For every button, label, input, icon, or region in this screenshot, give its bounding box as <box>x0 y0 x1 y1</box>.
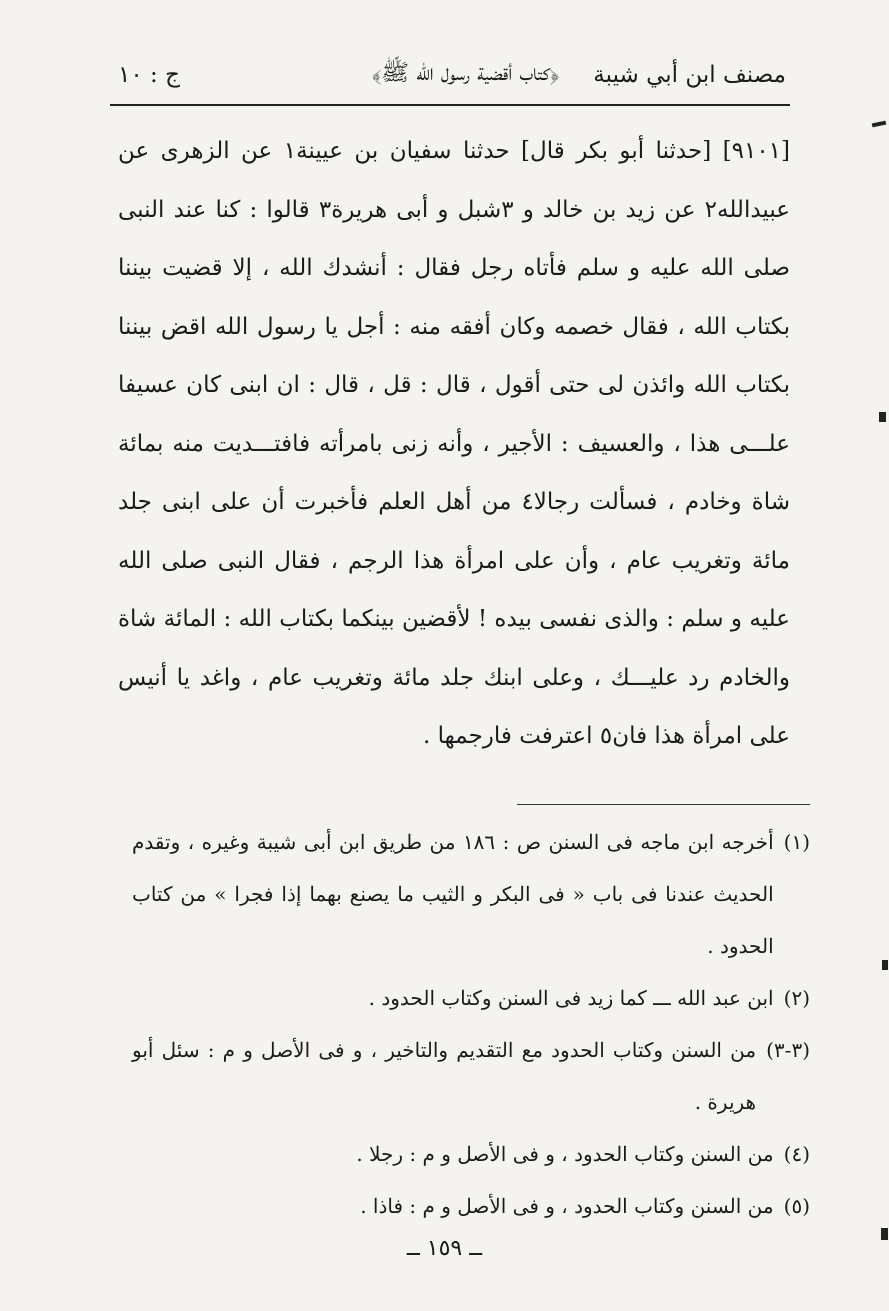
header-rule <box>110 104 790 106</box>
footnotes <box>132 816 810 1232</box>
footnote-text: من السنن وكتاب الحدود ، و فى الأصل و م : فاذا . <box>360 1194 774 1218</box>
footnote-number: (٥) <box>783 1194 810 1218</box>
running-header <box>110 52 788 98</box>
footnote-text: من السنن وكتاب الحدود مع التقديم والتاخير ، و فى الأصل و م : سئل أبو هريرة . <box>132 1038 757 1114</box>
footnote-number: (٢) <box>783 986 810 1010</box>
footnote-separator <box>517 804 810 805</box>
header-book-name: ﴿كتاب أقضية رسول الله ﷺ﴾ <box>371 60 560 86</box>
hadith-body <box>118 122 790 766</box>
footnote <box>132 972 810 1024</box>
scan-mark <box>881 1228 888 1240</box>
footnote-number: (٣-٣) <box>766 1038 810 1062</box>
scan-mark <box>872 121 887 128</box>
scan-mark <box>879 412 886 422</box>
hadith-text: [٩١٠١] [حدثنا أبو بكر قال] حدثنا سفيان بن عيينة١ عن الزهرى عن عبيدالله٢ عن زيد بن خالد و ٣شبل و أبى هريرة٣ قالوا : كنا عند النبى صلى الله عليه و سلم فأتاه رجل فقال : أنشدك الله ، إلا قضيت بيننا بكتاب الله ، فقال خصمه وكان أفقه منه : أجل يا رسول الله اقض بيننا بكتاب الله وائذن لى حتى أقول ، قال : قل ، قال : ان ابنى كان عسيفا علـــى هذا ، والعسيف : الأجير ، وأنه زنى بامرأته فافتـــديت منه بمائة شاة وخادم ، فسألت رجالا٤ من أهل العلم فأخبرت أن على ابنى جلد مائة وتغريب عام ، وأن على امرأة هذا الرجم ، فقال النبى صلى الله عليه و سلم : والذى نفسى بيده ! لأقضين بينكما بكتاب الله : المائة شاة والخادم رد عليـــك ، وعلى ابنك جلد مائة وتغريب عام ، واغد يا أنيس على امرأة هذا فان٥ اعترفت فارجمها . <box>118 138 791 749</box>
footnote <box>132 1128 810 1180</box>
header-title: مصنف ابن أبي شيبة <box>593 62 786 88</box>
footnote-text: ابن عبد الله ـــ كما زيد فى السنن وكتاب الحدود . <box>368 986 774 1010</box>
footnote <box>132 1024 810 1128</box>
footnote-number: (١) <box>783 830 810 854</box>
header-volume: ج : ١٠ <box>118 62 180 88</box>
scan-mark <box>882 960 888 970</box>
footnote <box>132 1180 810 1232</box>
footnote-number: (٤) <box>783 1142 810 1166</box>
page-number: ــ ١٥٩ ــ <box>406 1236 483 1261</box>
footnote-text: أخرجه ابن ماجه فى السنن ص : ١٨٦ من طريق ابن أبى شيبة وغيره ، وتقدم الحديث عندنا فى باب « فى البكر و الثيب ما يصنع بهما إذا فجرا » من كتاب الحدود . <box>132 830 774 958</box>
footnote <box>132 816 810 972</box>
footnote-text: من السنن وكتاب الحدود ، و فى الأصل و م : رجلا . <box>356 1142 774 1166</box>
